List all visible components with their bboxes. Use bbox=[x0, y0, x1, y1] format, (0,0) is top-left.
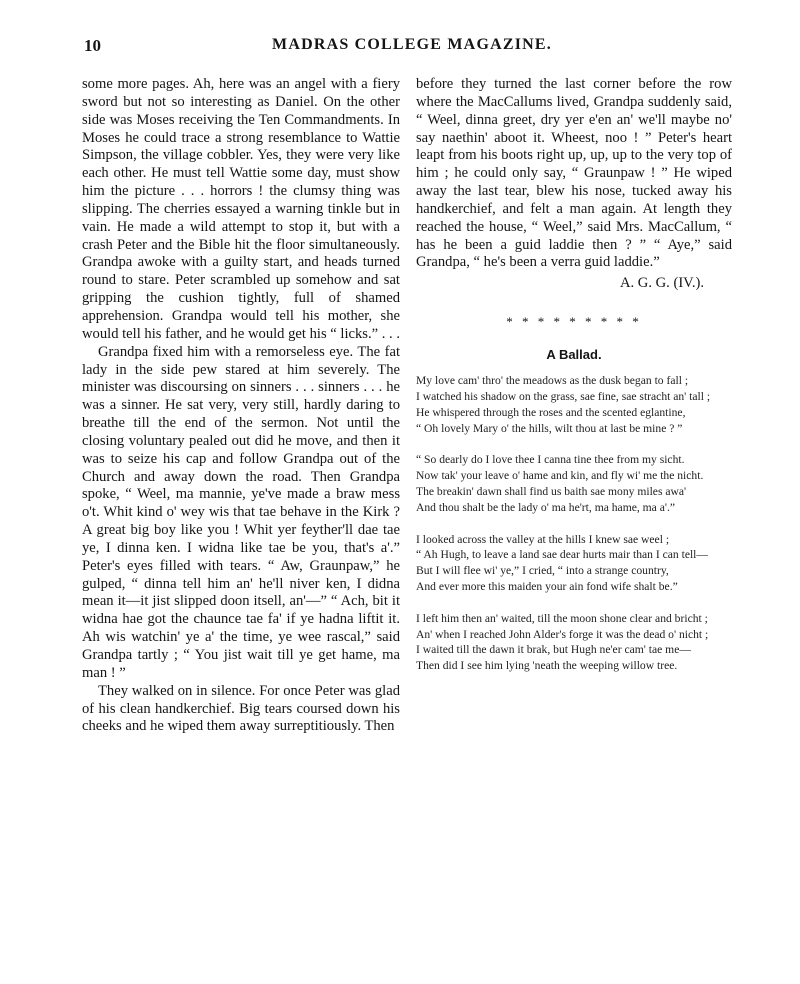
right-column bbox=[416, 76, 732, 691]
poem-line: “ Ah Hugh, to leave a land sae dear hurts mair than I can tell— bbox=[416, 548, 708, 562]
poem-line: “ Oh lovely Mary o' the hills, wilt thou at last be mine ? ” bbox=[416, 421, 683, 435]
poem-line: “ So dearly do I love thee I canna tine thee from my sicht. bbox=[416, 453, 685, 467]
poem-line: An' when I reached John Alder's forge it was the dead o' nicht ; bbox=[416, 627, 709, 641]
poem-line: I left him then an' waited, till the moon shone clear and bricht ; bbox=[416, 611, 708, 625]
poem-stanza bbox=[416, 374, 732, 435]
section-separator: * * * * * * * * * bbox=[506, 314, 642, 330]
author-signature: A. G. G. (IV.). bbox=[619, 275, 704, 292]
poem-line: The breakin' dawn shall find us baith sae mony miles awa' bbox=[416, 485, 687, 499]
story-conclusion bbox=[416, 76, 732, 272]
ballad-title: A Ballad. bbox=[546, 347, 602, 363]
left-column bbox=[82, 76, 400, 736]
poem-stanza bbox=[416, 453, 732, 514]
story-paragraph: some more pages. Ah, here was an angel with a fiery sword but not so interesting as Daniel. On the other side was Moses receiving the Ten Commandments. In Moses he could trace a strong resemblance to Wattie Simpson, the village cobbler. Yes, they were very like each other. He must tell Wattie some day, must show him the picture . . . horrors ! the clumsy thing was slipping. The cherries essayed a warning tinkle but in vain. He made a wild attempt to stop it, but with a crash Peter and the Bible hit the floor simultaneously. Grandpa awoke with a guilty start, and heads turned round to stare. Peter scrambled up somehow and sat gripping the cushion tightly, full of shamed apprehension. Grandpa would tell his mother, she would tell his father, and he would get his “ licks.” . . . bbox=[82, 76, 400, 342]
story-paragraph: They walked on in silence. For once Peter was glad of his clean handkerchief. Big tears coursed down his cheeks and he wiped them away surreptitiously. Then bbox=[82, 682, 400, 735]
ballad-poem bbox=[416, 374, 732, 673]
poem-line: I watched his shadow on the grass, sae fine, sae stracht an' tall ; bbox=[416, 390, 711, 404]
poem-line: But I will flee wi' ye,” I cried, “ into a strange country, bbox=[416, 564, 669, 578]
poem-line: And thou shalt be the lady o' ma he'rt, ma hame, ma a'.” bbox=[416, 500, 675, 514]
poem-line: Now tak' your leave o' hame and kin, and fly wi' me the nicht. bbox=[416, 469, 704, 483]
poem-stanza bbox=[416, 612, 732, 673]
poem-line: My love cam' thro' the meadows as the dusk began to fall ; bbox=[416, 374, 689, 388]
page-number: 10 bbox=[84, 36, 101, 55]
poem-stanza bbox=[416, 533, 732, 594]
page-header bbox=[84, 36, 740, 58]
story-paragraph: Grandpa fixed him with a remorseless eye. The fat lady in the side pew stared at him severely. The minister was discoursing on sinners . . . sinners . . . he was a sinner. He sat very, very still, hardly daring to breathe till the end of the sermon. Not until the closing voluntary pealed out did he move, and then it was to seize his cap and follow Grandpa out of the Church and away down the road. Then Grandpa spoke, “ Weel, ma mannie, ye've made a braw mess o't. Whit kind o' wey wis that tae behave in the Kirk ? A great big boy like you ! Whit yer feyther'll dae tae ye, I dinna ken. I widna like tae be you, that's a'.” Peter's eyes filled with tears. “ Aw, Graunpaw,” he gulped, “ dinna tell him an' he'll niver ken, I didna mean it—it jist slipped doon itsell, an'—” “ Ach, bit it widna hae got the chaunce tae fa' if ye hadna liftit it. Ah wis watchin' ye a' the time, ye wee rascal,” said Grandpa tartly ; “ You jist wait till ye get hame, ma man ! ” bbox=[82, 343, 400, 681]
running-title: MADRAS COLLEGE MAGAZINE. bbox=[272, 36, 552, 53]
story-paragraph: before they turned the last corner before the row where the MacCallums lived, Grandpa suddenly said, “ Weel, dinna greet, dry yer e'en an' we'll maybe no' say naethin' aboot it. Wheest, noo ! ” Peter's heart leapt from his boots right up, up, up to the very top of him ; he could only say, “ Graunpaw ! ” He wiped away the last tear, blew his nose, tucked away his handkerchief, and felt a man again. At length they reached the house, “ Weel,” said Mrs. MacCallum, “ has he been a guid laddie then ? ” “ Aye,” said Grandpa, “ he's been a verra guid laddie.” bbox=[416, 76, 732, 271]
poem-line: Then did I see him lying 'neath the weeping willow tree. bbox=[416, 659, 678, 673]
poem-line: I looked across the valley at the hills I knew sae weel ; bbox=[416, 532, 670, 546]
poem-line: I waited till the dawn it brak, but Hugh ne'er cam' tae me— bbox=[416, 643, 691, 657]
poem-line: He whispered through the roses and the scented eglantine, bbox=[416, 405, 686, 419]
poem-line: And ever more this maiden your ain fond wife shalt be.” bbox=[416, 580, 678, 594]
